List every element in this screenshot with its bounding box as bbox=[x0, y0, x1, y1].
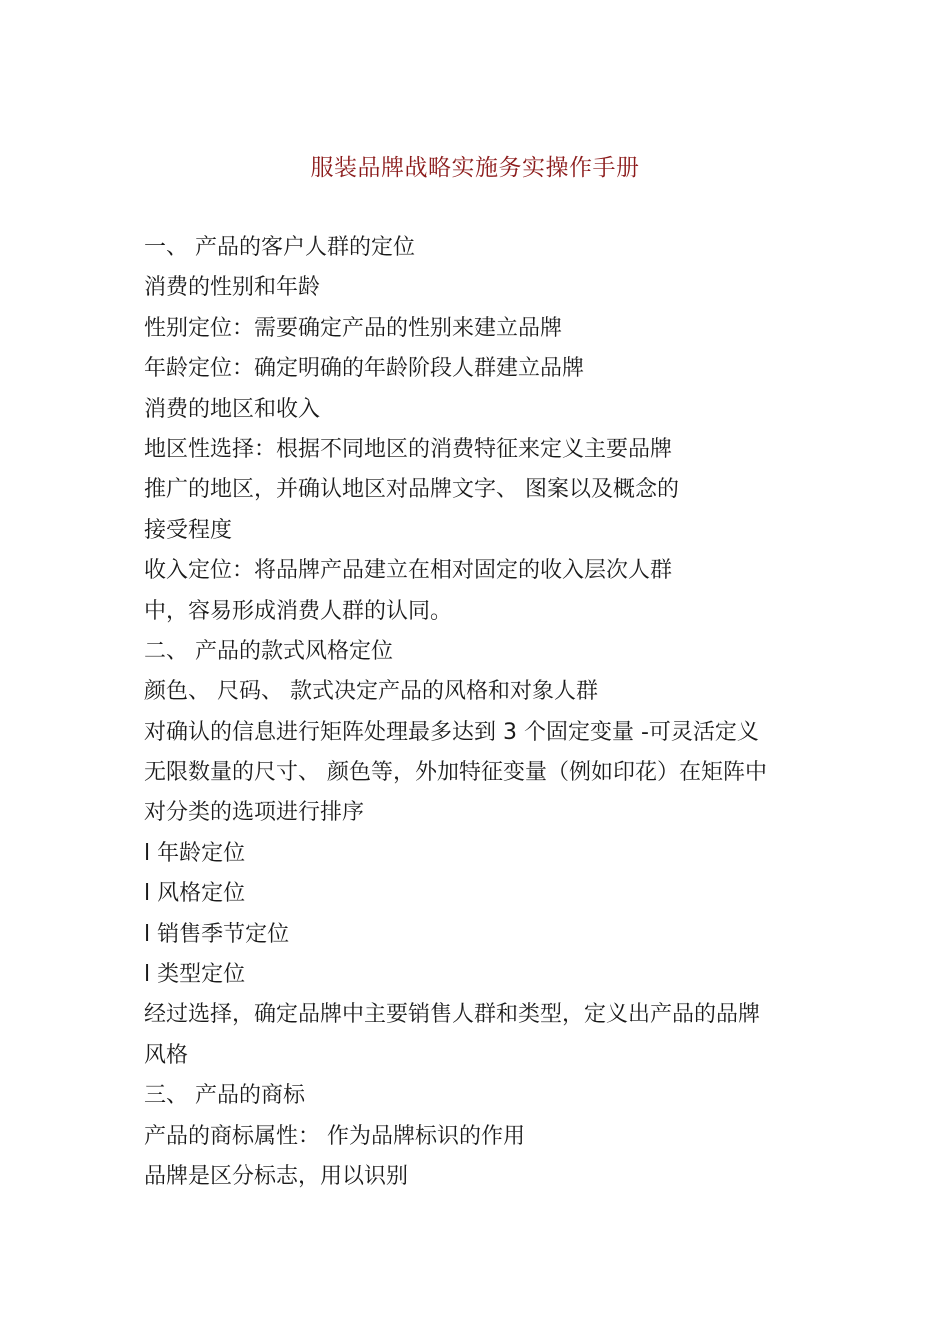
text-line: 二、 产品的款式风格定位 bbox=[144, 638, 393, 664]
list-item: l 类型定位 bbox=[144, 962, 246, 988]
text-line: 中，容易形成消费人群的认同。 bbox=[144, 598, 453, 624]
text-line: 颜色、 尺码、 款式决定产品的风格和对象人群 bbox=[144, 679, 598, 705]
text-line: 一、 产品的客户人群的定位 bbox=[144, 235, 415, 260]
text-line: 接受程度 bbox=[144, 517, 233, 543]
document-title: 服装品牌战略实施务实操作手册 bbox=[310, 155, 640, 181]
text-line: 收入定位：将品牌产品建立在相对固定的收入层次人群 bbox=[144, 558, 673, 584]
text-line: 消费的地区和收入 bbox=[144, 396, 321, 422]
text-line: 三、 产品的商标 bbox=[144, 1083, 305, 1109]
text-line: 年龄定位：确定明确的年龄阶段人群建立品牌 bbox=[144, 356, 585, 382]
text-line: 消费的性别和年龄 bbox=[144, 275, 321, 301]
text-line: 产品的商标属性： 作为品牌标识的作用 bbox=[144, 1123, 525, 1149]
list-item: l 风格定位 bbox=[144, 881, 246, 907]
text-line: 风格 bbox=[144, 1042, 189, 1068]
text-line: 无限数量的尺寸、 颜色等，外加特征变量（例如印花）在矩阵中 bbox=[144, 760, 767, 786]
text-line: 品牌是区分标志，用以识别 bbox=[144, 1163, 409, 1189]
text-line: 对确认的信息进行矩阵处理最多达到 3 个固定变量 -可灵活定义 bbox=[144, 719, 759, 745]
document-body bbox=[144, 228, 804, 1197]
text-line: 对分类的选项进行排序 bbox=[144, 800, 365, 826]
list-item: l 年龄定位 bbox=[144, 840, 246, 866]
text-line: 推广的地区，并确认地区对品牌文字、 图案以及概念的 bbox=[144, 477, 679, 503]
text-line: 经过选择，确定品牌中主要销售人群和类型，定义出产品的品牌 bbox=[144, 1002, 761, 1028]
text-line: 性别定位：需要确定产品的性别来建立品牌 bbox=[144, 315, 563, 341]
list-item: l 销售季节定位 bbox=[144, 921, 290, 947]
text-line: 地区性选择：根据不同地区的消费特征来定义主要品牌 bbox=[144, 436, 673, 462]
